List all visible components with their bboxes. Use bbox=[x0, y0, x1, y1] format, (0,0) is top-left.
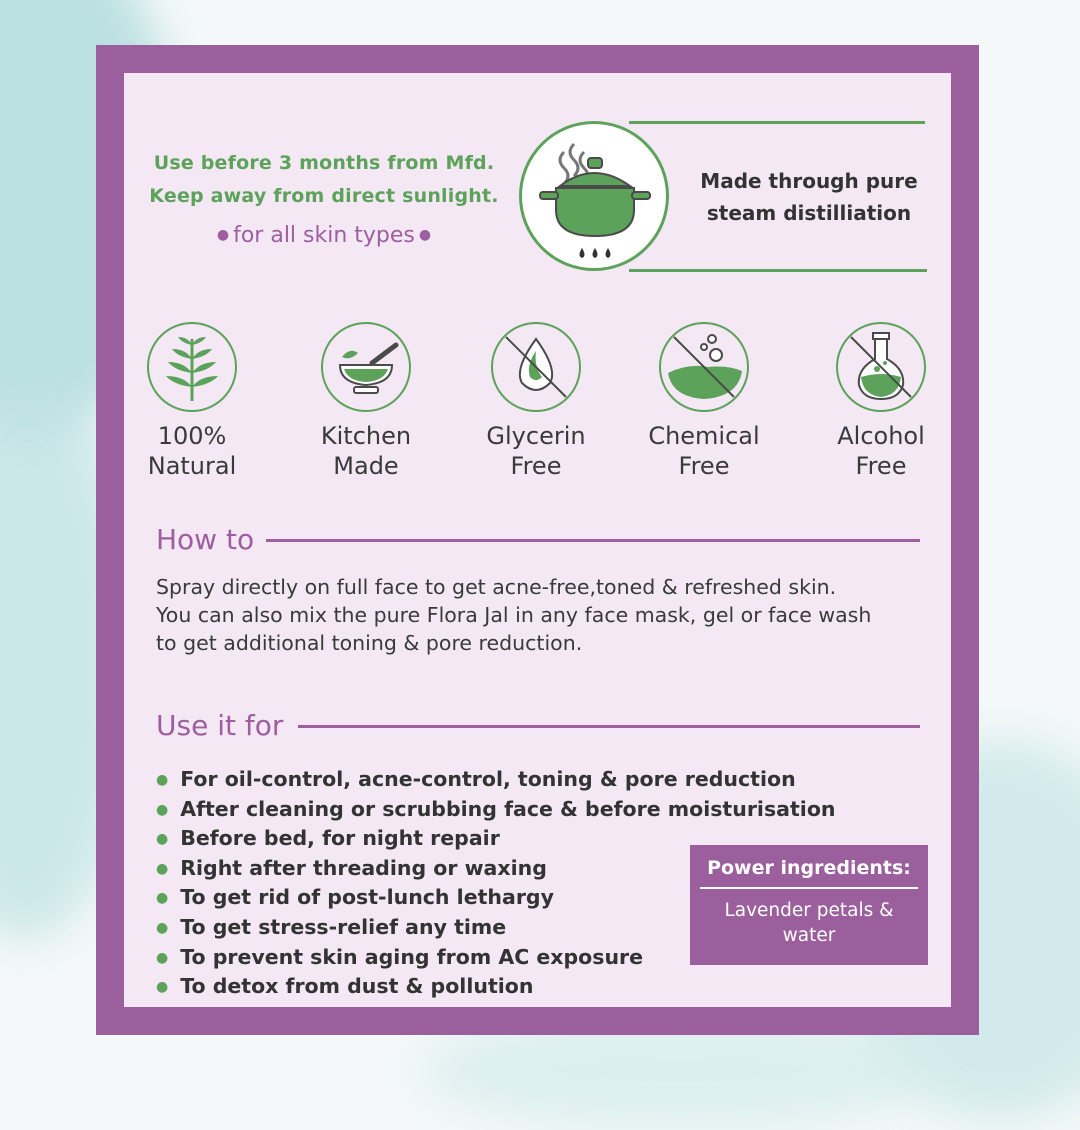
skin-types-note: ● for all skin types ● bbox=[124, 223, 524, 248]
bullet-dot: ● bbox=[156, 979, 169, 996]
heading-rule bbox=[298, 725, 920, 728]
bullet-dot: ● bbox=[156, 772, 169, 788]
bullet-dot: ● bbox=[156, 801, 169, 818]
feature-label: Alcohol Free bbox=[837, 422, 925, 480]
sunlight-note: Keep away from direct sunlight. bbox=[149, 185, 499, 207]
power-ingredients-list: Lavender petals & water bbox=[724, 900, 894, 946]
feature-chemical-free bbox=[614, 321, 794, 481]
bullet-dot: ● bbox=[418, 227, 432, 243]
steam-pot-icon bbox=[519, 121, 669, 271]
bullet-dot: ● bbox=[156, 919, 169, 936]
feature-row bbox=[124, 293, 951, 493]
leaf-icon bbox=[146, 321, 238, 413]
feature-label: 100% Natural bbox=[147, 422, 237, 480]
list-item: ● Right after threading or waxing bbox=[156, 855, 547, 880]
list-item: ● To prevent skin aging from AC exposure bbox=[156, 944, 644, 969]
feature-label: Kitchen Made bbox=[320, 422, 412, 480]
list-item: ● Before bed, for night repair bbox=[156, 826, 500, 851]
feature-label: Glycerin Free bbox=[486, 422, 586, 480]
bullet-dot: ● bbox=[216, 227, 230, 243]
process-note: Made through pure steam distilliation bbox=[700, 169, 918, 225]
how-to-instructions: Spray directly on full face to get acne-free,toned & refreshed skin. You can also mix the pure Flora Jal in any face mask, gel or face wash to get additional toning & pore reduction. bbox=[156, 575, 872, 655]
list-item: ● To get rid of post-lunch lethargy bbox=[156, 885, 554, 910]
feature-alcohol-free bbox=[791, 321, 971, 481]
mortar-pestle-icon bbox=[320, 321, 412, 413]
feature-natural bbox=[102, 321, 282, 481]
divider-line bbox=[700, 887, 918, 889]
power-ingredients-box bbox=[690, 845, 928, 965]
bullet-dot: ● bbox=[156, 890, 169, 907]
expiry-note: Use before 3 months from Mfd. bbox=[153, 152, 495, 174]
list-item: ● For oil-control, acne-control, toning & pore reduction bbox=[156, 767, 796, 791]
no-chemical-icon bbox=[658, 321, 750, 413]
heading-rule bbox=[266, 539, 920, 542]
label-panel bbox=[124, 73, 951, 1007]
bullet-dot: ● bbox=[156, 860, 169, 877]
label-frame bbox=[96, 45, 979, 1035]
list-item: ● To detox from dust & pollution bbox=[156, 974, 534, 999]
divider-line bbox=[629, 121, 925, 124]
feature-kitchen-made bbox=[276, 321, 456, 481]
feature-glycerin-free bbox=[446, 321, 626, 481]
no-glycerin-icon bbox=[490, 321, 582, 413]
list-item: ● To get stress-relief any time bbox=[156, 914, 507, 939]
bullet-dot: ● bbox=[156, 949, 169, 966]
feature-label: Chemical Free bbox=[648, 422, 760, 480]
divider-line bbox=[629, 269, 927, 272]
no-alcohol-icon bbox=[835, 321, 927, 413]
bullet-dot: ● bbox=[156, 831, 169, 848]
power-ingredients-title: Power ingredients: bbox=[707, 857, 911, 879]
how-to-heading: How to bbox=[156, 523, 255, 556]
list-item: ● After cleaning or scrubbing face & before moisturisation bbox=[156, 796, 836, 821]
use-it-for-heading: Use it for bbox=[156, 709, 284, 742]
storage-info bbox=[124, 147, 524, 248]
